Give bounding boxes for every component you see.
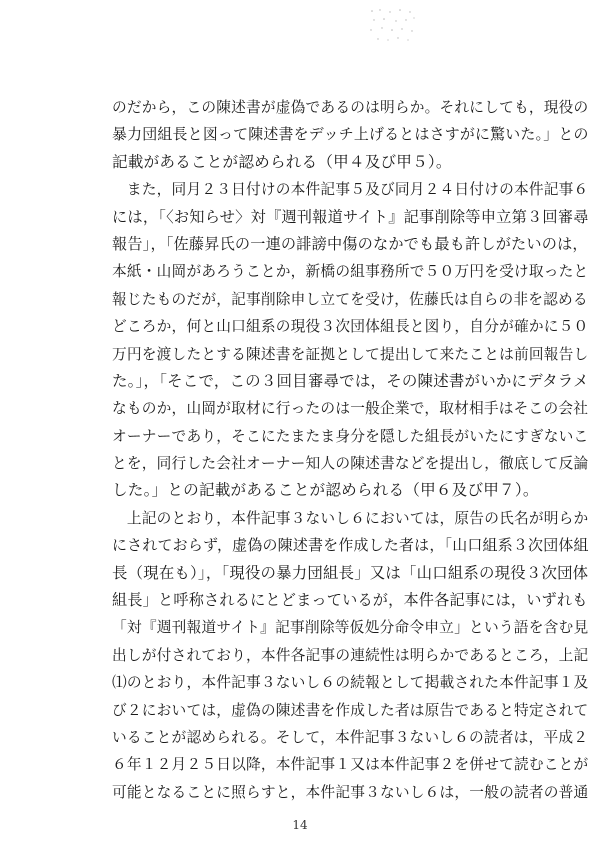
text-line: 暴力団組長と図って陳述書をデッチ上げるとはさすがに驚いた。」との (112, 125, 589, 144)
text-line: 組長」と呼称されるにとどまっているが，本件各記事には，いずれも (112, 591, 588, 610)
text-line: ⑴のとおり，本件記事３ないし６の続報として掲載された本件記事１及 (112, 674, 589, 692)
text-line: 本紙・山岡があろうことか，新橋の組事務所で５０万円を受け取ったと (112, 263, 589, 281)
text-line: とを，同行した会社オーナー知人の陳述書などを提出し，徹底して反論 (112, 455, 589, 473)
text-line: 長（現在も）」，「現役の暴力団組長」又は「山口組系の現役３次団体 (112, 563, 589, 582)
text-line: 出しが付されており，本件各記事の連続性は明らかであるところ，上記 (112, 646, 589, 664)
text-line: また，同月２３日付けの本件記事５及び同月２４日付けの本件記事６ (112, 181, 589, 199)
scan-speckle-marks (368, 6, 418, 46)
text-line: び２においては，虚偽の陳述書を作成した者は原告であると特定されて (112, 701, 589, 719)
text-line: にされておらず，虚偽の陳述書を作成した者は，「山口組系３次団体組 (112, 536, 589, 555)
text-line: した。」との記載があることが認められる（甲６及び甲７）。 (112, 481, 539, 500)
text-line: どころか，何と山口組系の現役３次団体組長と図り，自分が確かに５０ (112, 318, 589, 336)
text-line: なものか，山岡が取材に行ったのは一般企業で，取材相手はそこの会社 (112, 400, 589, 418)
text-line: た。」，「そこで，この３回目審尋では，その陳述書がいかにデタラメ (112, 371, 589, 390)
text-line: には，「〈お知らせ〉対『週刊報道サイト』記事削除等申立第３回審尋 (112, 207, 589, 226)
text-line: ６年１２月２５日以降，本件記事１又は本件記事２を併せて読むことが (112, 756, 589, 774)
text-line: 万円を渡したとする陳述書を証拠として提出して来たことは前回報告し (112, 345, 589, 363)
text-line: オーナーであり，そこにたまたま身分を隠した組長がいたにすぎないこ (112, 427, 589, 445)
text-line: 「対『週刊報道サイト』記事削除等仮処分命令申立」という語を含む見 (112, 619, 589, 637)
text-line: 記載があることが認められる（甲４及び甲５）。 (112, 152, 452, 171)
body-text (112, 94, 588, 806)
page-number: 14 (292, 818, 308, 832)
text-line: いることが認められる。そして，本件記事３ないし６の読者は，平成２ (112, 728, 589, 746)
text-line: 可能となることに照らすと，本件記事３ないし６は，一般の読者の普通 (112, 783, 589, 801)
text-line: 上記のとおり，本件記事３ないし６においては，原告の氏名が明らか (112, 509, 589, 527)
text-line: 報じたものだが，記事削除申し立てを受け，佐藤氏は自らの非を認める (112, 290, 588, 308)
text-line: のだから，この陳述書が虚偽であるのは明らか。それにしても，現役の (112, 99, 589, 116)
text-line: 報告」，「佐藤昇氏の一連の誹謗中傷のなかでも最も許しがたいのは， (112, 234, 588, 253)
